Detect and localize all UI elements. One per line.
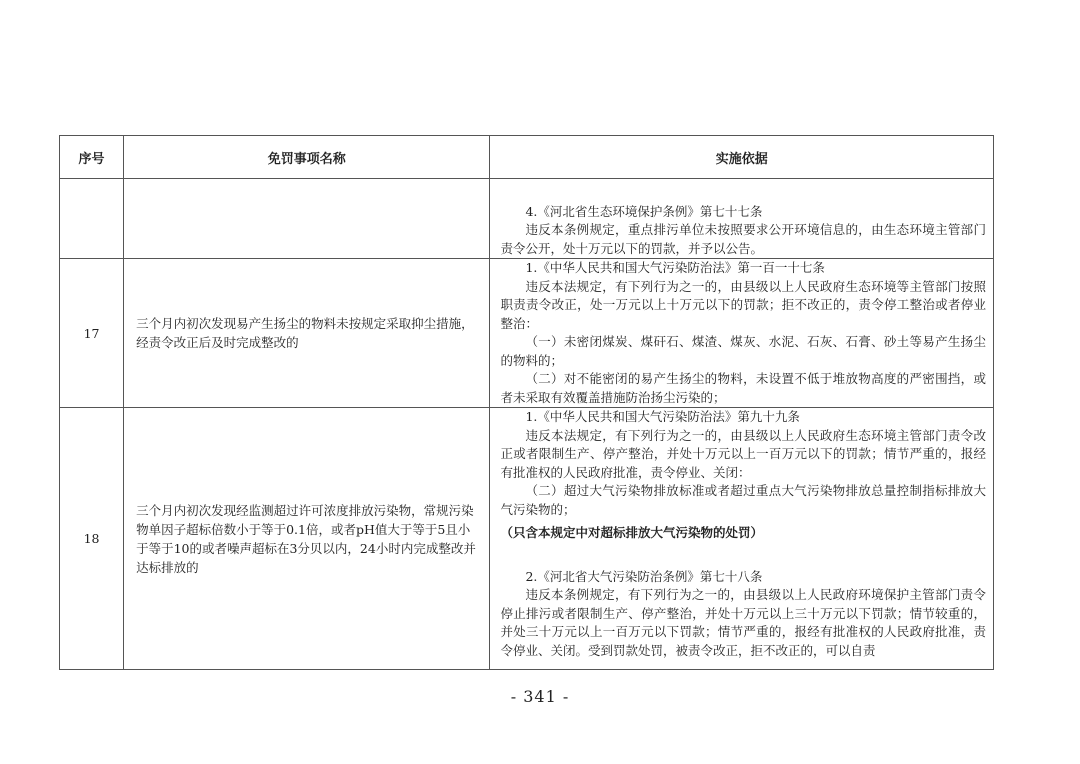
row-number: 18 [60,408,124,670]
basis-line: 2.《河北省大气污染防治条例》第七十八条 [525,568,763,584]
penalty-exemption-table [59,135,994,670]
basis-line: （二）对不能密闭的易产生扬尘的物料，未设置不低于堆放物高度的严密围挡，或者未采取有效覆盖措施防治扬尘污染的； [500,371,986,405]
basis-line: 4.《河北省生态环境保护条例》第七十七条 [525,203,763,219]
basis-line: 违反本法规定，有下列行为之一的，由县级以上人民政府生态环境主管部门责令改正或者限制生产、停产整治，并处十万元以上一百万元以下的罚款；情节严重的，报经有批准权的人民政府批准，责令停业、关闭： [500,427,986,480]
page-number: - 341 - [510,687,570,706]
table-row [60,179,994,259]
basis-line: （二）超过大气污染物排放标准或者超过重点大气污染物排放总量控制指标排放大气污染物的； [500,483,986,517]
table-row [60,408,994,670]
basis-line: 1.《中华人民共和国大气污染防治法》第九十九条 [525,409,800,424]
item-name: 三个月内初次发现易产生扬尘的物料未按规定采取抑尘措施，经责令改正后及时完成整改的 [124,259,490,408]
table-row [60,259,994,408]
spacer [500,543,986,568]
row-number: 17 [60,259,124,408]
item-name [124,179,490,259]
row-number [60,179,124,259]
basis-line: 1.《中华人民共和国大气污染防治法》第一百一十七条 [525,260,825,275]
item-name: 三个月内初次发现经监测超过许可浓度排放污染物，常规污染物单因子超标倍数小于等于0.1倍，或者pH值大于等于5且小于等于10的或者噪声超标在3分贝以内，24小时内完成整改并达标排放的 [124,408,490,670]
basis-line: 违反本条例规定，重点排污单位未按照要求公开环境信息的，由生态环境主管部门责令公开，处十万元以下的罚款，并予以公告。 [500,222,986,256]
basis-cell [490,259,994,408]
header-serial-number: 序号 [60,136,124,179]
basis-line: （一）未密闭煤炭、煤矸石、煤渣、煤灰、水泥、石灰、石膏、砂土等易产生扬尘的物料的； [500,334,986,368]
header-item-name: 免罚事项名称 [124,136,490,179]
basis-line: 违反本条例规定，有下列行为之一的，由县级以上人民政府环境保护主管部门责令停止排污或者限制生产、停产整治，并处十万元以上三十万元以下罚款；情节较重的，并处三十万元以上一百万元以下罚款；情节严重的，报经有批准权的人民政府批准，责令停业、关闭。受到罚款处罚，被责令改正，拒不改正的，可以自责 [500,587,986,658]
basis-cell [490,408,994,670]
table-header-row [60,136,994,179]
basis-note: （只含本规定中对超标排放大气污染物的处罚） [500,525,763,540]
header-basis: 实施依据 [490,136,994,179]
basis-line: 违反本法规定，有下列行为之一的，由县级以上人民政府生态环境等主管部门按照职责责令改正，处一万元以上十万元以下的罚款；拒不改正的，责令停工整治或者停业整治： [500,278,986,331]
basis-cell [490,179,994,259]
